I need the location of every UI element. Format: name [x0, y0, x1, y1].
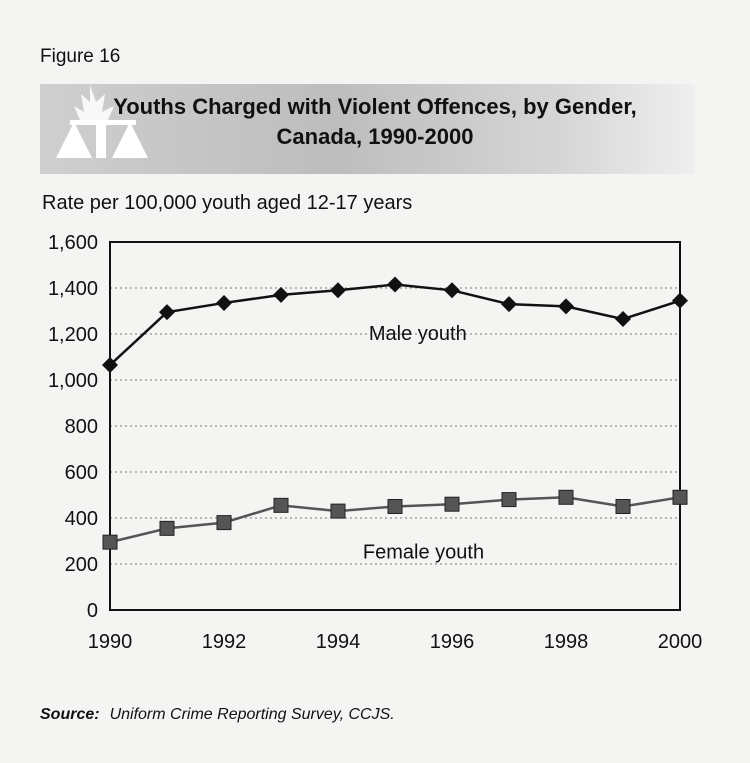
female-data-point [445, 497, 459, 511]
x-tick-label: 1998 [543, 631, 589, 653]
y-tick-label: 0 [86, 600, 98, 622]
x-tick-labels [88, 631, 703, 653]
male-data-point [216, 295, 232, 311]
male-data-point [444, 282, 460, 298]
female-data-point [502, 493, 516, 507]
figure-label: Figure 16 [40, 46, 121, 67]
female-data-point [217, 516, 231, 530]
female-data-point [559, 490, 573, 504]
female-data-point [331, 504, 345, 518]
y-tick-label: 800 [64, 416, 98, 438]
x-tick-label: 1996 [429, 631, 475, 653]
y-tick-label: 1,600 [47, 232, 98, 254]
y-tick-label: 600 [64, 462, 98, 484]
female-data-point [388, 500, 402, 514]
male-data-point [672, 293, 688, 309]
female-data-point [274, 498, 288, 512]
y-axis-label: Rate per 100,000 youth aged 12-17 years [42, 192, 413, 214]
source-prefix: Source: [40, 706, 100, 723]
x-tick-label: 1992 [201, 631, 247, 653]
y-tick-label: 200 [64, 554, 98, 576]
female-data-point [103, 535, 117, 549]
male-data-point [501, 296, 517, 312]
series-group [102, 277, 688, 550]
male-data-point [615, 311, 631, 327]
y-tick-label: 400 [64, 508, 98, 530]
y-tick-label: 1,400 [47, 278, 98, 300]
series-label-male: Male youth [368, 323, 467, 345]
male-data-point [387, 277, 403, 293]
male-data-point [558, 298, 574, 314]
y-tick-label: 1,200 [47, 324, 98, 346]
x-tick-label: 2000 [657, 631, 703, 653]
title-line-2: Canada, 1990-2000 [276, 124, 474, 149]
female-data-point [616, 500, 630, 514]
male-data-point [330, 282, 346, 298]
x-tick-label: 1994 [315, 631, 361, 653]
source-note [40, 706, 395, 724]
series-label-female: Female youth [362, 541, 485, 564]
x-tick-label: 1990 [87, 631, 133, 653]
female-data-point [673, 490, 687, 504]
female-data-point [160, 521, 174, 535]
y-tick-label: 1,000 [47, 370, 98, 392]
y-tick-labels [48, 232, 98, 622]
male-data-point [273, 287, 289, 303]
title-line-1: Youths Charged with Violent Offences, by Gender, [113, 94, 637, 119]
source-text: Uniform Crime Reporting Survey, CCJS. [109, 706, 395, 723]
